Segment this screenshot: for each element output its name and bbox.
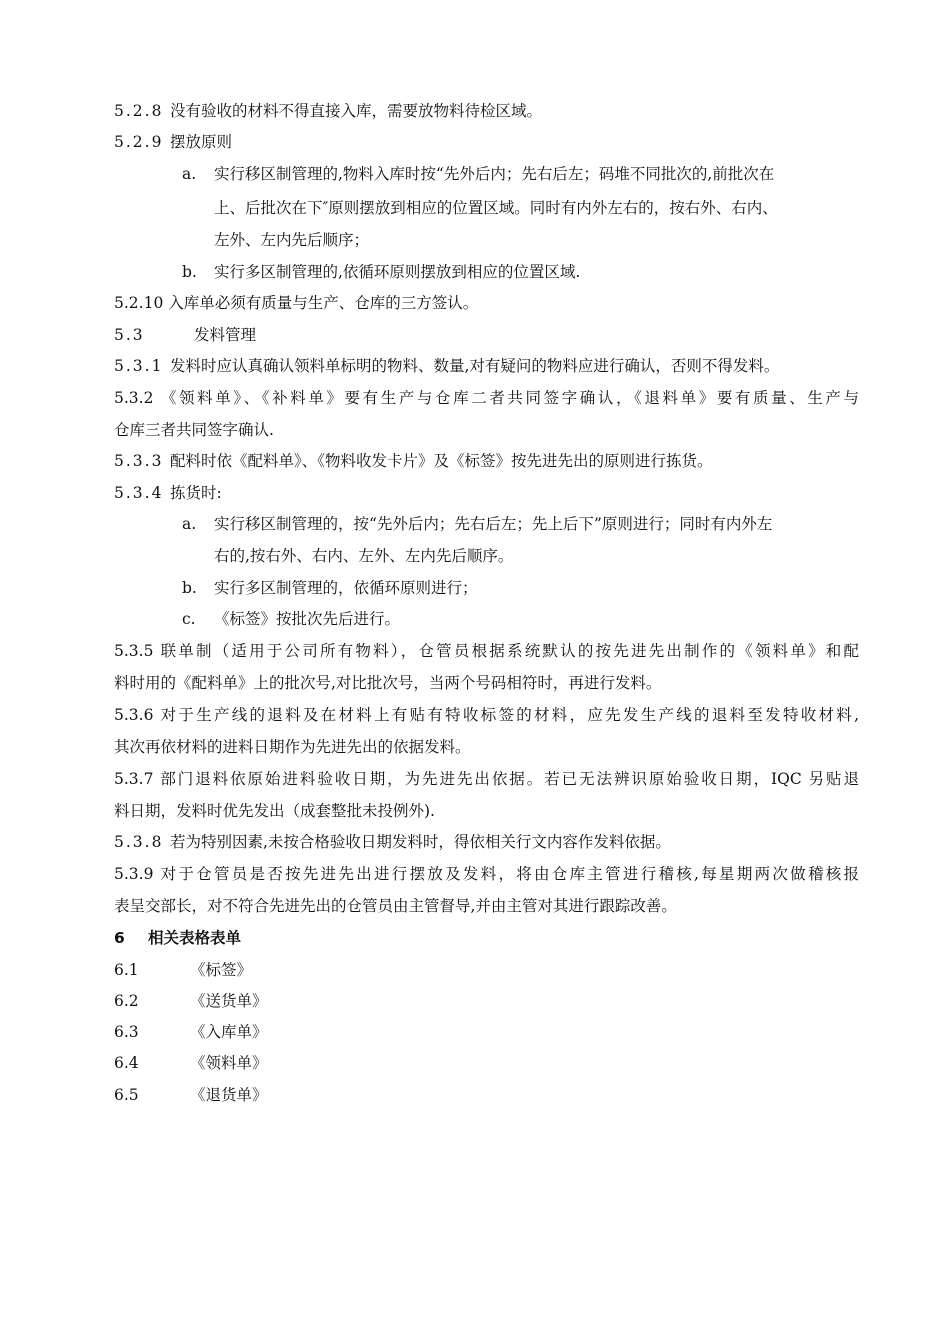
sub-item-label: a. bbox=[182, 515, 197, 533]
sub-item-text: 左外、左内先后顺序； bbox=[214, 231, 370, 249]
form-name: 《入库单》 bbox=[190, 1023, 268, 1041]
clause-number: 5.2.9 bbox=[114, 133, 164, 151]
clause-text: 5.3.6 对于生产线的退料及在材料上有贴有特收标签的材料，应先发生产线的退料至发特收材料, bbox=[114, 706, 859, 724]
clause-text: 拣货时: bbox=[170, 484, 222, 502]
sub-item-text: 实行多区制管理的，依循环原则进行； bbox=[214, 579, 478, 597]
form-number: 6.1 bbox=[114, 961, 139, 979]
clause-number: 5.3.4 bbox=[114, 484, 164, 502]
form-number: 6.5 bbox=[114, 1086, 139, 1104]
clause-number: 5.3.8 bbox=[114, 833, 164, 851]
sub-item-text: 实行移区制管理的,物料入库时按“先外后内；先右后左；码堆不同批次的,前批次在 bbox=[214, 165, 775, 183]
sub-item-text: 上、后批次在下″原则摆放到相应的位置区域。同时有内外左右的，按右外、右内、 bbox=[214, 199, 778, 217]
clause-text: 配料时依《配料单》、《物料收发卡片》及《标签》按先进先出的原则进行拣货。 bbox=[170, 452, 713, 470]
sub-item-label: b. bbox=[182, 579, 197, 597]
clause-number: 5.2.8 bbox=[114, 102, 164, 120]
form-name: 《退货单》 bbox=[190, 1086, 268, 1104]
sub-item-text: 《标签》按批次先后进行。 bbox=[214, 610, 401, 628]
sub-item-text: 右的,按右外、右内、左外、左内先后顺序。 bbox=[214, 547, 514, 565]
clause-number: 5.3.3 bbox=[114, 452, 164, 470]
clause-text: 5.3.7 部门退料依原始进料验收日期，为先进先出依据。若已无法辨识原始验收日期，IQC 另贴退 bbox=[114, 770, 859, 788]
section-number: 5.3 bbox=[114, 326, 145, 344]
form-name: 《标签》 bbox=[190, 961, 253, 979]
clause-text: 若为特别因素,未按合格验收日期发料时，得依相关行文内容作发料依据。 bbox=[170, 833, 671, 851]
sub-item-text: 实行移区制管理的，按“先外后内；先右后左；先上后下”原则进行；同时有内外左 bbox=[214, 515, 773, 533]
sub-item-text: 实行多区制管理的,依循环原则摆放到相应的位置区域. bbox=[214, 263, 581, 281]
clause-text: 仓库三者共同签字确认. bbox=[114, 421, 274, 439]
clause-text: 5.3.5 联单制（适用于公司所有物料），仓管员根据系统默认的按先进先出制作的《领料单》和配 bbox=[114, 642, 859, 660]
clause-text: 料日期，发料时优先发出（成套整批未投例外). bbox=[114, 802, 435, 820]
sub-item-label: c. bbox=[182, 610, 196, 628]
clause-text: 5.2.10 入库单必须有质量与生产、仓库的三方签认。 bbox=[114, 294, 479, 312]
section-number: 6 bbox=[114, 929, 125, 947]
section-title: 发料管理 bbox=[194, 326, 257, 344]
clause-text: 料时用的《配料单》上的批次号,对比批次号，当两个号码相符时，再进行发料。 bbox=[114, 674, 662, 692]
clause-text: 发料时应认真确认领料单标明的物料、数量,对有疑问的物料应进行确认，否则不得发料。 bbox=[170, 357, 780, 375]
clause-text: 5.3.2 《领料单》、《补料单》要有生产与仓库二者共同签字确认，《退料单》要有质量、生产与 bbox=[114, 389, 859, 407]
clause-text: 表呈交部长，对不符合先进先出的仓管员由主管督导,并由主管对其进行跟踪改善。 bbox=[114, 897, 677, 915]
clause-text: 没有验收的材料不得直接入库，需要放物料待检区域。 bbox=[170, 102, 543, 120]
clause-number: 5.3.1 bbox=[114, 357, 164, 375]
clause-text: 其次再依材料的进料日期作为先进先出的依据发料。 bbox=[114, 738, 471, 756]
form-name: 《领料单》 bbox=[190, 1054, 268, 1072]
form-name: 《送货单》 bbox=[190, 992, 268, 1010]
clause-text: 摆放原则 bbox=[170, 133, 233, 151]
form-number: 6.4 bbox=[114, 1054, 139, 1072]
section-title: 相关表格表单 bbox=[148, 929, 242, 947]
sub-item-label: a. bbox=[182, 165, 197, 183]
clause-text: 5.3.9 对于仓管员是否按先进先出进行摆放及发料，将由仓库主管进行稽核,每星期两次做稽核报 bbox=[114, 865, 859, 883]
sub-item-label: b. bbox=[182, 263, 197, 281]
form-number: 6.3 bbox=[114, 1023, 139, 1041]
form-number: 6.2 bbox=[114, 992, 139, 1010]
